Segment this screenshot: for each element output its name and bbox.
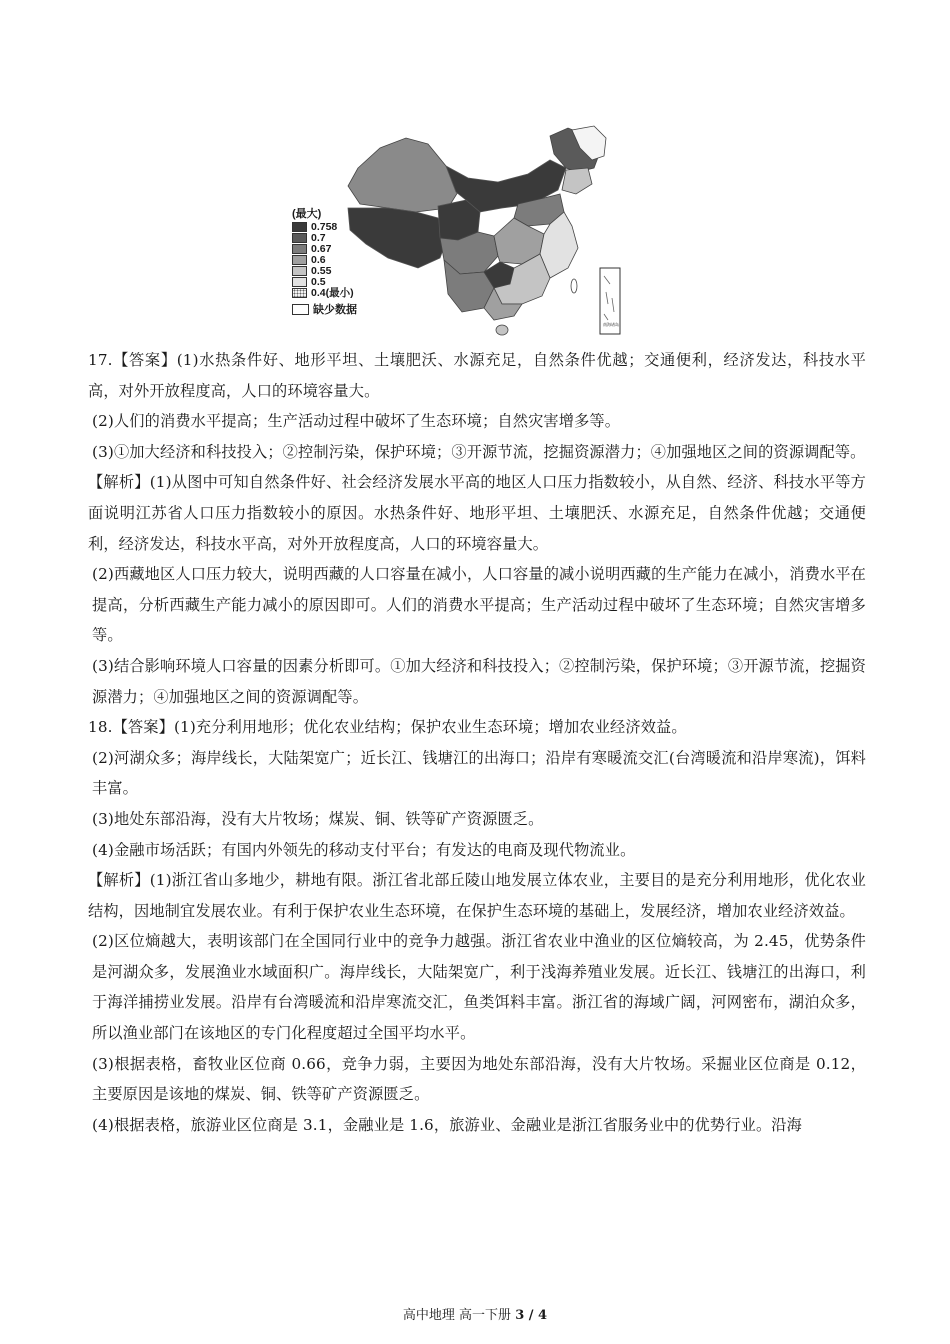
footer-subject: 高中地理 高一下册: [402, 1308, 512, 1323]
legend-item: [292, 243, 384, 254]
legend-swatch: [292, 233, 307, 243]
paragraph: (2)人们的消费水平提高；生产活动过程中破坏了生态环境；自然灾害增多等。: [92, 412, 621, 431]
legend-swatch: [292, 244, 307, 254]
legend-item: [292, 221, 384, 232]
south-sea-inset-label: 南海诸岛: [603, 322, 619, 327]
paragraph: (2)河湖众多；海岸线长，大陆架宽广；近长江、钱塘江的出海口；沿岸有寒暖流交汇(台湾暖流和沿岸寒流)，饵料丰富。: [92, 748, 866, 798]
paragraph: (3)地处东部沿海，没有大片牧场；煤炭、铜、铁等矿产资源匮乏。: [92, 809, 544, 828]
paragraph: (4)根据表格，旅游业区位商是 3.1，金融业是 1.6，旅游业、金融业是浙江省服务业中的优势行业。沿海: [92, 1115, 802, 1134]
paragraph: (3)根据表格，畜牧业区位商 0.66，竞争力弱，主要因为地处东部沿海，没有大片牧场。采掘业区位商是 0.12，主要原因是该地的煤炭、铜、铁等矿产资源匮乏。: [92, 1054, 866, 1104]
legend-swatch: [292, 288, 307, 298]
legend-missing-swatch: [292, 304, 309, 315]
legend-label: 0.4(最小): [311, 287, 354, 299]
legend-missing-data: [292, 301, 384, 317]
legend-rows: [292, 221, 384, 298]
legend-item: [292, 265, 384, 276]
legend-label: 0.5: [311, 275, 326, 288]
map-legend: [292, 208, 384, 317]
answer-content: [88, 345, 866, 1140]
map-region-xinjiang: [348, 138, 458, 212]
legend-label: 0.6: [311, 253, 326, 266]
legend-swatch: [292, 222, 307, 232]
paragraph: (3)结合影响环境人口容量的因素分析即可。①加大经济和科技投入；②控制污染，保护环境；③开源节流，挖掘资源潜力；④加强地区之间的资源调配等。: [92, 656, 866, 706]
legend-label: 0.7: [311, 231, 326, 244]
paragraph: (3)①加大经济和科技投入；②控制污染，保护环境；③开源节流，挖掘资源潜力；④加强地区之间的资源调配等。: [92, 442, 866, 461]
paragraph: (2)区位熵越大，表明该部门在全国同行业中的竞争力越强。浙江省农业中渔业的区位熵较高，为 2.45，优势条件是河湖众多，发展渔业水域面积广。海岸线长，大陆架宽广，利于浅海养殖业发展。近长江、钱塘江的出海口，利于海洋捕捞业发展。沿岸有台湾暖流和沿岸寒流交汇，鱼类饵料丰富。浙江省的海域广阔，河网密布，湖泊众多，所以渔业部门在该地区的专门化程度超过全国平均水平。: [92, 932, 866, 1043]
legend-item: [292, 232, 384, 243]
legend-label: 0.758: [311, 220, 338, 233]
legend-title: (最大): [292, 208, 322, 220]
map-region-hainan: [496, 325, 508, 335]
paragraph: (4)金融市场活跃；有国内外领先的移动支付平台；有发达的电商及现代物流业。: [92, 840, 636, 859]
paragraph: 【解析】(1)浙江省山多地少，耕地有限。浙江省北部丘陵山地发展立体农业，主要目的是充分利用地形，优化农业结构，因地制宜发展农业。有利于保护农业生态环境，在保护生态环境的基础上，发展经济，增加农业经济效益。: [88, 871, 866, 920]
legend-item: [292, 254, 384, 265]
paragraph: 17.【答案】(1)水热条件好、地形平坦、土壤肥沃、水源充足，自然条件优越；交通便利，经济发达，科技水平高，对外开放程度高，人口的环境容量大。: [88, 351, 866, 400]
legend-missing-label: 缺少数据: [313, 304, 357, 316]
legend-label: 0.67: [311, 242, 332, 255]
legend-item: [292, 287, 384, 298]
paragraph: 18.【答案】(1)充分利用地形；优化农业结构；保护农业生态环境；增加农业经济效益。: [88, 718, 687, 737]
paragraph: (2)西藏地区人口压力较大，说明西藏的人口容量在减小，人口容量的减小说明西藏的生产能力在减小，消费水平在提高，分析西藏生产能力减小的原因即可。人们的消费水平提高；生产活动过程中破坏了生态环境；自然灾害增多等。: [92, 565, 866, 645]
page-number: 3 / 4: [515, 1308, 548, 1323]
paragraph: 【解析】(1)从图中可知自然条件好、社会经济发展水平高的地区人口压力指数较小，从自然、经济、科技水平等方面说明江苏省人口压力指数较小的原因。水热条件好、地形平坦、土壤肥沃、水源充足，自然条件优越；交通便利，经济发达，科技水平高，对外开放程度高，人口的环境容量大。: [88, 473, 866, 553]
legend-swatch: [292, 277, 307, 287]
page-footer: [0, 1304, 950, 1323]
legend-swatch: [292, 266, 307, 276]
map-region-taiwan: [571, 279, 577, 293]
map-region-jilin: [562, 168, 592, 194]
legend-label: 0.55: [311, 264, 332, 277]
legend-swatch: [292, 255, 307, 265]
